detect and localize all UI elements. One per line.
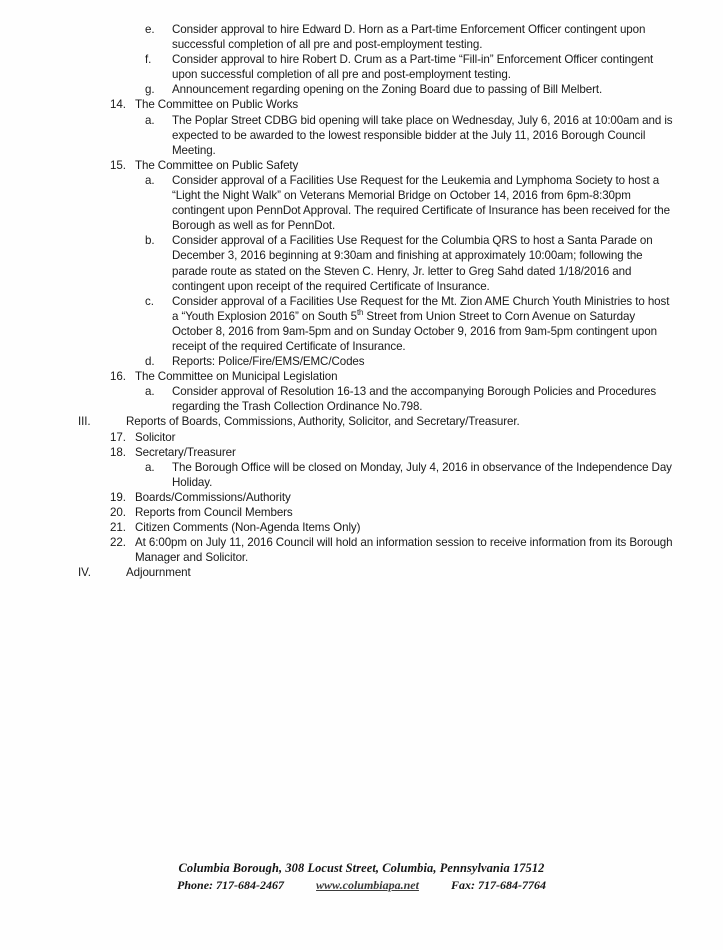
agenda-item bbox=[0, 384, 723, 414]
agenda-item bbox=[0, 535, 723, 565]
agenda-item-text: Consider approval to hire Edward D. Horn as a Part-time Enforcement Officer contingent upon successful completion of all pre and post-employment testing. bbox=[172, 23, 646, 52]
agenda-item bbox=[0, 430, 723, 445]
agenda-item bbox=[0, 369, 723, 384]
agenda-item-marker: c. bbox=[145, 294, 154, 308]
agenda-item-text: Reports of Boards, Commissions, Authority, Solicitor, and Secretary/Treasurer. bbox=[126, 415, 520, 429]
agenda-item-marker: 22. bbox=[110, 536, 126, 550]
agenda-item bbox=[0, 520, 723, 535]
agenda-item-text: Consider approval of a Facilities Use Request for the Leukemia and Lymphoma Society to host a “Light the Night Walk” on Veterans Memorial Bridge on October 14, 2016 from 6pm-8:30pm contingent upon PennDot Approval. The required Certificate of Insurance has been received for the Borough as well as for PennDot. bbox=[172, 173, 670, 233]
agenda-item bbox=[0, 565, 723, 580]
agenda-item-marker: f. bbox=[145, 53, 152, 67]
footer-address: Columbia Borough, 308 Locust Street, Columbia, Pennsylvania 17512 bbox=[178, 861, 545, 875]
footer-website-link[interactable]: www.columbiapa.net bbox=[316, 878, 419, 892]
agenda-item-text: Reports from Council Members bbox=[135, 506, 293, 519]
agenda-item-text: Consider approval of a Facilities Use Request for the Columbia QRS to host a Santa Parade on December 3, 2016 beginning at 9:30am and finishing at approximately 10:00am; following the parade route as stated on the Steven C. Henry, Jr. letter to Greg Sahd dated 1/18/2016 and contingent upon receipt of the required Certificate of Insurance. bbox=[172, 234, 653, 293]
agenda-item-text: The Committee on Public Works bbox=[135, 98, 299, 112]
agenda-item-text: At 6:00pm on July 11, 2016 Council will hold an information session to receive information from its Borough Manager and Solicitor. bbox=[135, 536, 673, 565]
agenda-item-text: The Committee on Municipal Legislation bbox=[135, 370, 338, 384]
agenda-item bbox=[0, 97, 723, 112]
agenda-item bbox=[0, 52, 723, 82]
agenda-item-text: Citizen Comments (Non-Agenda Items Only) bbox=[135, 521, 361, 535]
agenda-item-text: Consider approval of a Facilities Use Request for the Mt. Zion AME Church Youth Ministries to host a “Youth Explosion 2016” on South 5th Street from Union Street to Corn Avenue on Saturday October 8, 2016 from 9am-5pm and on Sunday October 9, 2016 from 9am-5pm contingent upon receipt of the required Certificate of Insurance. bbox=[172, 294, 670, 353]
agenda-item-text: Secretary/Treasurer bbox=[135, 445, 236, 459]
agenda-item-marker: 21. bbox=[110, 521, 126, 535]
agenda-item bbox=[0, 490, 723, 505]
agenda-item-marker: b. bbox=[145, 234, 155, 248]
agenda-item bbox=[0, 82, 723, 97]
agenda-item-marker: e. bbox=[145, 23, 155, 36]
agenda-item-marker: a. bbox=[145, 173, 155, 187]
agenda-item-marker: 16. bbox=[110, 370, 126, 384]
agenda-item-text: The Committee on Public Safety bbox=[135, 158, 299, 172]
agenda-item-marker: 19. bbox=[110, 490, 126, 504]
footer-fax: Fax: 717-684-7764 bbox=[450, 878, 546, 892]
footer-phone: Phone: 717-684-2467 bbox=[177, 878, 285, 892]
agenda-item-text: Boards/Commissions/Authority bbox=[135, 490, 291, 504]
agenda-item-list bbox=[0, 22, 723, 580]
agenda-item-text: Consider approval of Resolution 16-13 and the accompanying Borough Policies and Procedures regarding the Trash Collection Ordinance No.798. bbox=[172, 385, 657, 414]
agenda-item-marker: g. bbox=[145, 83, 155, 97]
agenda-item bbox=[0, 113, 723, 158]
agenda-item-marker: a. bbox=[145, 460, 155, 474]
agenda-item-marker: 20. bbox=[110, 506, 126, 519]
agenda-item bbox=[0, 173, 723, 233]
agenda-item-marker: a. bbox=[145, 113, 155, 127]
agenda-item-marker: 15. bbox=[110, 158, 126, 172]
agenda-item-marker: 17. bbox=[110, 430, 126, 444]
agenda-item-text: Consider approval to hire Robert D. Crum as a Part-time “Fill-in” Enforcement Officer contingent upon successful completion of all pre and post-employment testing. bbox=[172, 53, 654, 82]
agenda-item-text: The Borough Office will be closed on Monday, July 4, 2016 in observance of the Independence Day Holiday. bbox=[172, 460, 672, 489]
agenda-item-text: Solicitor bbox=[135, 430, 176, 444]
page-footer bbox=[0, 860, 723, 893]
agenda-item-text: Adjournment bbox=[126, 566, 191, 580]
agenda-item-text: Reports: Police/Fire/EMS/EMC/Codes bbox=[172, 355, 365, 369]
agenda-item bbox=[0, 460, 723, 490]
agenda-item bbox=[0, 354, 723, 369]
agenda-item-marker: d. bbox=[145, 355, 155, 369]
agenda-item-marker: III. bbox=[78, 415, 91, 429]
agenda-item bbox=[0, 22, 723, 52]
agenda-item-text: Announcement regarding opening on the Zoning Board due to passing of Bill Melbert. bbox=[172, 83, 603, 97]
footer-contact-line bbox=[0, 877, 723, 893]
agenda-item-marker: 14. bbox=[110, 98, 126, 112]
agenda-item bbox=[0, 505, 723, 520]
agenda-item bbox=[0, 233, 723, 293]
agenda-item-text: The Poplar Street CDBG bid opening will take place on Wednesday, July 6, 2016 at 10:00am and is expected to be awarded to the lowest responsible bidder at the July 11, 2016 Borough Council Meeting. bbox=[172, 113, 673, 157]
agenda-item-marker: 18. bbox=[110, 445, 126, 459]
agenda-item bbox=[0, 414, 723, 429]
agenda-item bbox=[0, 445, 723, 460]
agenda-item-marker: a. bbox=[145, 385, 155, 399]
agenda-item bbox=[0, 294, 723, 354]
agenda-item bbox=[0, 158, 723, 173]
agenda-item-marker: IV. bbox=[78, 566, 91, 580]
